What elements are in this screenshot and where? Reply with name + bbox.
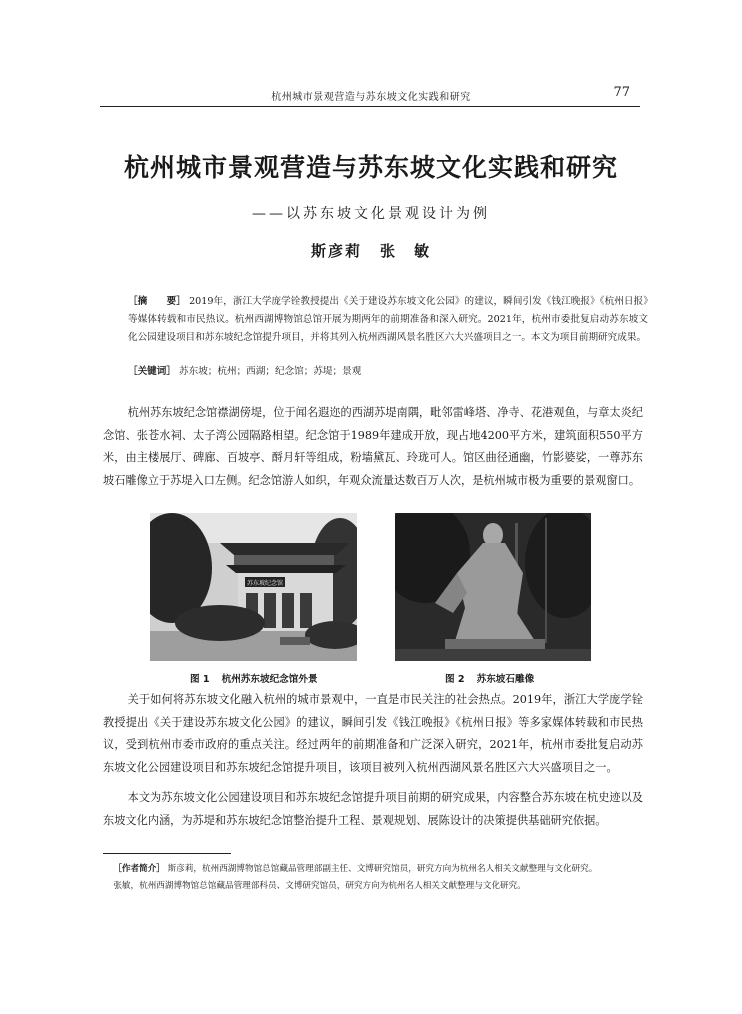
footnote-text-1: 斯彦莉，杭州西湖博物馆总馆藏品管理部副主任、文博研究馆员，研究方向为杭州名人相关文献整理与文化研究。: [167, 864, 598, 874]
abstract-label: ［摘 要］: [128, 296, 186, 307]
article-subtitle: ——以苏东坡文化景观设计为例: [252, 206, 490, 222]
footnote-rule: [103, 853, 231, 854]
memorial-hall-image: [150, 513, 357, 661]
keywords-label: ［关键词］: [128, 366, 176, 377]
figure-1-caption-text: 杭州苏东坡纪念馆外景: [221, 674, 318, 685]
footnote-label: ［作者简介］: [113, 864, 165, 874]
figure-2-caption: [445, 671, 534, 685]
author-footnote: [103, 861, 643, 895]
figure-1-number: 图 1: [190, 674, 210, 685]
header-rule: [100, 106, 640, 107]
article-title: 杭州城市景观营造与苏东坡文化实践和研究: [123, 153, 618, 182]
figure-2-caption-text: 苏东坡石雕像: [476, 674, 535, 685]
abstract-text: 2019年，浙江大学庞学铨教授提出《关于建设苏东坡文化公园》的建议，瞬间引发《钱江晚报》《杭州日报》等媒体转载和市民热议。杭州西湖博物馆总馆开展为期两年的前期准备和深入研究。2021年，杭州市委批复启动苏东坡文化公园建设项目和苏东坡纪念馆提升项目，并将其列入杭州西湖风景名胜区六大兴盛项目之一。本文为项目前期研究成果。: [128, 296, 648, 343]
author-2: 张 敏: [380, 242, 432, 260]
body-paragraph-1: 杭州苏东坡纪念馆襟湖傍堤，位于闻名遐迩的西湖苏堤南隅，毗邻雷峰塔、净寺、花港观鱼，与章太炎纪念馆、张苍水祠、太子湾公园隔路相望。纪念馆于1989年建成开放，现占地4200平方米，建筑面积550平方米，由主楼展厅、碑廊、百坡亭、酹月轩等组成，粉墙黛瓦、玲珑可人。馆区曲径通幽，竹影婆娑，一尊苏东坡石雕像立于苏堤入口左侧。纪念馆游人如织，年观众流量达数百万人次，是杭州城市极为重要的景观窗口。: [103, 406, 643, 487]
running-header: 杭州城市景观营造与苏东坡文化实践和研究: [271, 92, 471, 103]
figure-2-number: 图 2: [445, 674, 465, 685]
figure-1-photo: [150, 513, 357, 661]
stone-statue-image: [395, 513, 591, 661]
authors: [0, 240, 742, 261]
memorial-sign-text: 苏东坡纪念馆: [246, 580, 284, 587]
footnote-line-1: [103, 861, 643, 878]
footnote-line-2: 张敏，杭州西湖博物馆总馆藏品管理部科员、文博研究馆员，研究方向为杭州名人相关文献整理与文化研究。: [113, 881, 526, 891]
page-number: 77: [613, 85, 630, 100]
body-paragraph-3: 本文为苏东坡文化公园建设项目和苏东坡纪念馆提升项目前期的研究成果，内容整合苏东坡在杭史迹以及东坡文化内涵，为苏堤和苏东坡纪念馆整治提升工程、景观规划、展陈设计的决策提供基础研究依据。: [103, 791, 643, 827]
body-paragraph-2: 关于如何将苏东坡文化融入杭州的城市景观中，一直是市民关注的社会热点。2019年，浙江大学庞学铨教授提出《关于建设苏东坡文化公园》的建议，瞬间引发《钱江晚报》《杭州日报》等多家媒体转载和市民热议，受到杭州市委市政府的重点关注。经过两年的前期准备和广泛深入研究，2021年，杭州市委批复启动苏东坡文化公园建设项目和苏东坡纪念馆提升项目，该项目被列入杭州西湖风景名胜区六大兴盛项目之一。: [103, 693, 643, 774]
keywords: [128, 364, 648, 380]
keywords-text: 苏东坡；杭州；西湖；纪念馆；苏堤；景观: [179, 366, 362, 377]
author-1: 斯彦莉: [310, 242, 362, 260]
figure-1-caption: [190, 671, 318, 685]
abstract: [128, 293, 648, 347]
figure-2-photo: [395, 513, 591, 661]
